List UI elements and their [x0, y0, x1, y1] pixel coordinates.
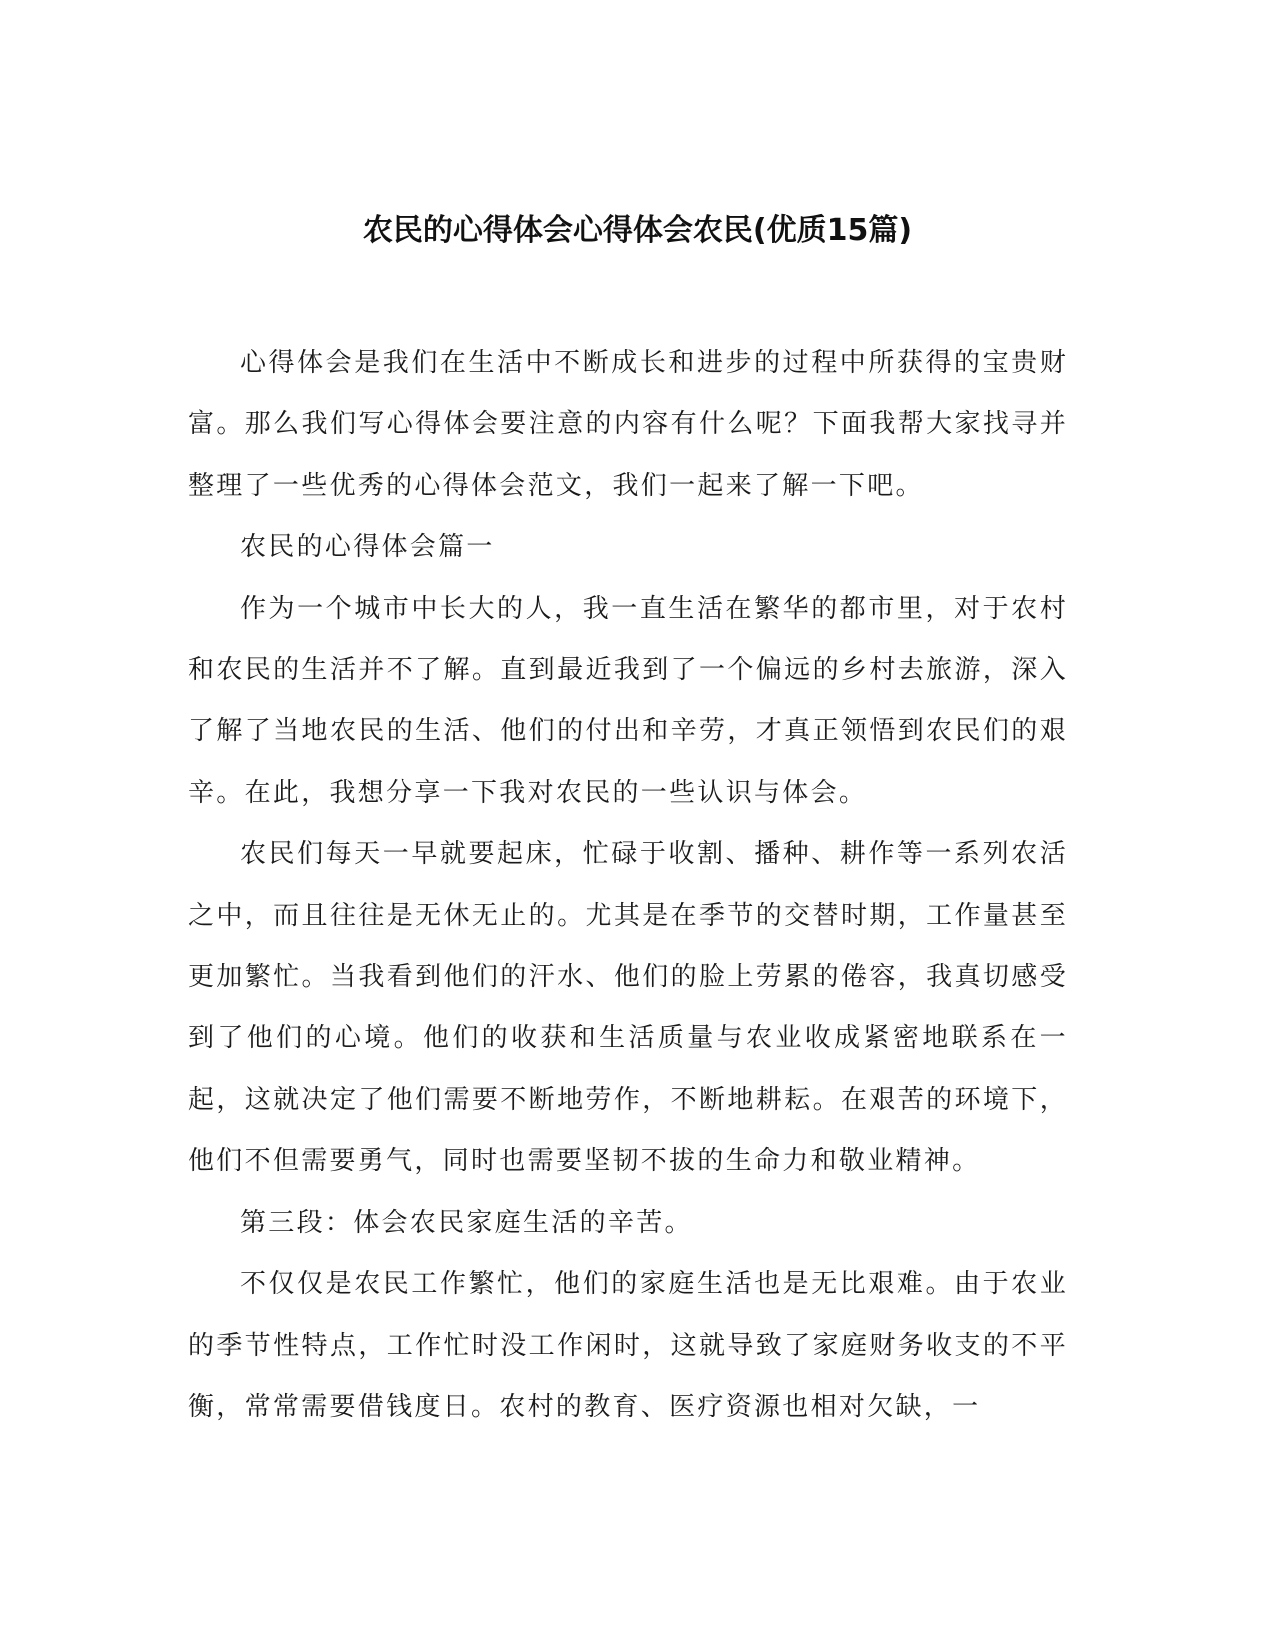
intro-paragraph: 心得体会是我们在生活中不断成长和进步的过程中所获得的宝贵财富。那么我们写心得体会要注意的内容有什么呢？下面我帮大家找寻并整理了一些优秀的心得体会范文，我们一起来了解一下吧。	[188, 348, 1068, 501]
body-paragraph: 农民们每天一早就要起床，忙碌于收割、播种、耕作等一系列农活之中，而且往往是无休无止的。尤其是在季节的交替时期，工作量甚至更加繁忙。当我看到他们的汗水、他们的脸上劳累的倦容，我真切感受到了他们的心境。他们的收获和生活质量与农业收成紧密地联系在一起，这就决定了他们需要不断地劳作，不断地耕耘。在艰苦的环境下，他们不但需要勇气，同时也需要坚韧不拔的生命力和敬业精神。	[188, 839, 1068, 1177]
section-heading-1: 农民的心得体会篇一	[240, 532, 495, 563]
section-heading-3: 第三段：体会农民家庭生活的辛苦。	[240, 1207, 693, 1238]
body-paragraph: 不仅仅是农民工作繁忙，他们的家庭生活也是无比艰难。由于农业的季节性特点，工作忙时没工作闲时，这就导致了家庭财务收支的不平衡，常常需要借钱度日。农村的教育、医疗资源也相对欠缺，一	[188, 1269, 1068, 1422]
body-paragraph: 作为一个城市中长大的人，我一直生活在繁华的都市里，对于农村和农民的生活并不了解。直到最近我到了一个偏远的乡村去旅游，深入了解了当地农民的生活、他们的付出和辛劳，才真正领悟到农民们的艰辛。在此，我想分享一下我对农民的一些认识与体会。	[188, 593, 1068, 808]
document-title: 农民的心得体会心得体会农民(优质15篇)	[362, 213, 913, 248]
document-body	[188, 333, 1068, 1438]
